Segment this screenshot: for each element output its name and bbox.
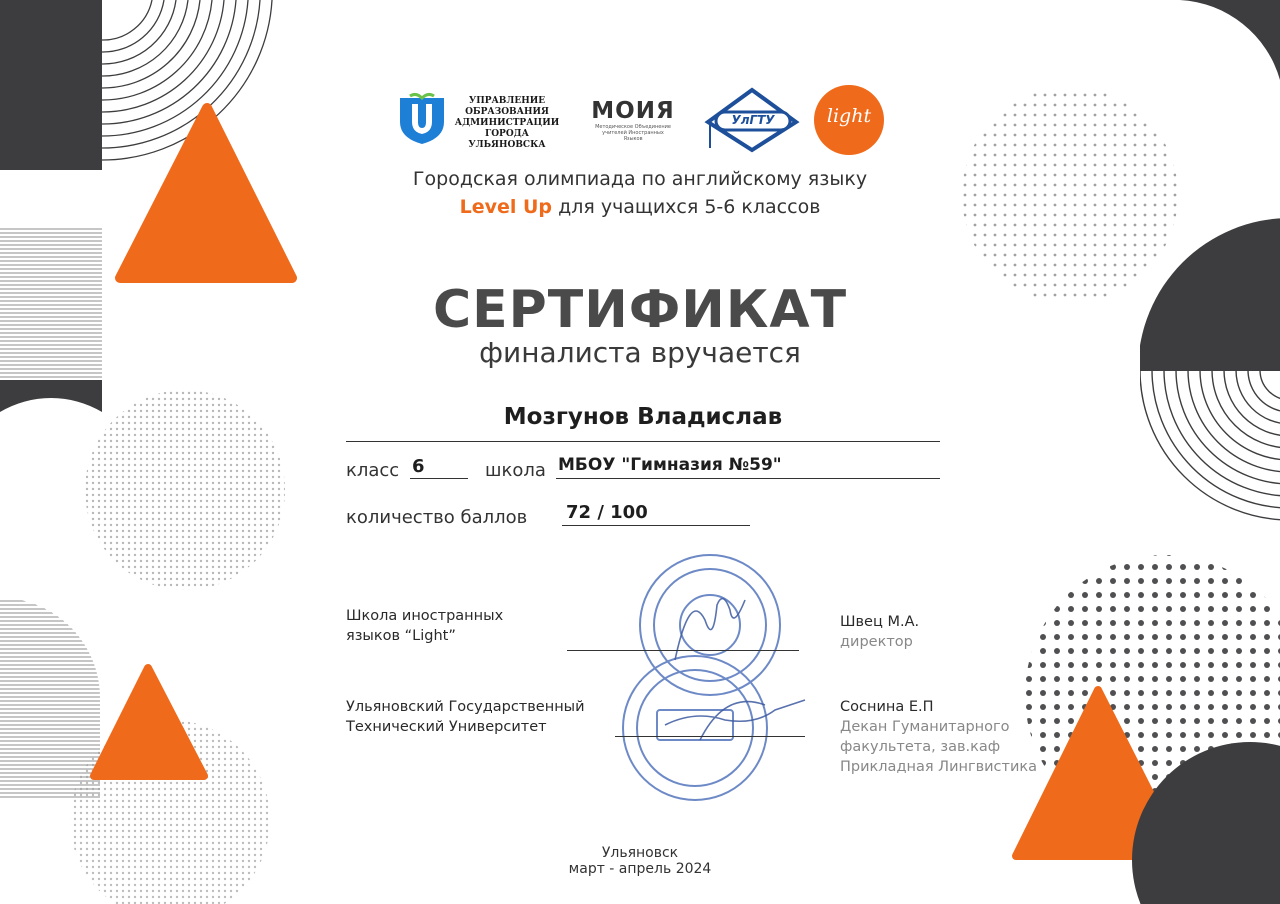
logo1-line: ОБРАЗОВАНИЯ [465,107,549,117]
logo2-title: МОИЯ [591,98,675,124]
logo-light [814,85,884,155]
class-label: класс [346,460,400,481]
signature-org-1 [346,606,503,646]
signature-line-1 [567,650,799,651]
score-value: 72 / 100 [566,502,648,523]
signature-org-2-line1: Ульяновский Государственный [346,699,585,715]
olympiad-subtitle [0,196,1280,218]
olympiad-title: Городская олимпиада по английскому языку [412,168,868,190]
signature-person-1-role: директор [840,634,913,650]
school-underline [556,478,940,479]
signature-org-2-line2: Технический Университет [346,719,547,735]
certificate-subtitle: финалиста вручается [479,336,801,369]
logo1-line: АДМИНИСТРАЦИИ [454,118,560,128]
score-underline [562,525,750,526]
logo1-line: УПРАВЛЕНИЕ [468,96,546,106]
logo2-caption: Методическое Объединение учителей Иностранных Языков [595,124,671,142]
class-value: 6 [412,456,425,477]
olympiad-subtitle-rest: для учащихся 5-6 классов [552,196,821,218]
school-label: школа [485,460,546,481]
signature-org-2 [346,697,585,737]
logo4-text: light [826,105,872,127]
signature-person-2-role: факультета, зав.каф [840,739,1001,755]
footer-dates: март - апрель 2024 [568,861,712,877]
signature-person-2-role: Прикладная Лингвистика [840,759,1038,775]
logo-moiya [588,98,678,144]
shield-icon [396,92,448,146]
signature-line-2 [615,736,805,737]
official-stamps [605,550,825,810]
signature-person-2-name: Соснина Е.П [840,699,934,715]
name-underline [346,441,940,442]
logo3-text: УлГТУ [731,113,775,127]
logo1-line: ГОРОДА УЛЬЯНОВСКА [468,129,546,150]
school-value: МБОУ "Гимназия №59" [558,455,782,475]
footer-city: Ульяновск [601,845,679,861]
signature-org-1-line1: Школа иностранных [346,608,504,624]
signature-person-1-name: Швец М.А. [840,614,920,630]
score-label: количество баллов [346,507,528,528]
signature-person-2-role: Декан Гуманитарного [840,719,1010,735]
signature-person-1 [840,612,919,652]
signature-org-1-line2: языков “Light” [346,628,456,644]
class-underline [410,478,468,479]
logo-ulgtu [700,86,804,156]
logo-education-department [396,92,561,148]
certificate-title: СЕРТИФИКАТ [432,280,848,340]
signature-person-2 [840,697,1037,777]
recipient-name: Мозгунов Владислав [503,404,783,430]
level-up-text: Level Up [459,196,553,218]
